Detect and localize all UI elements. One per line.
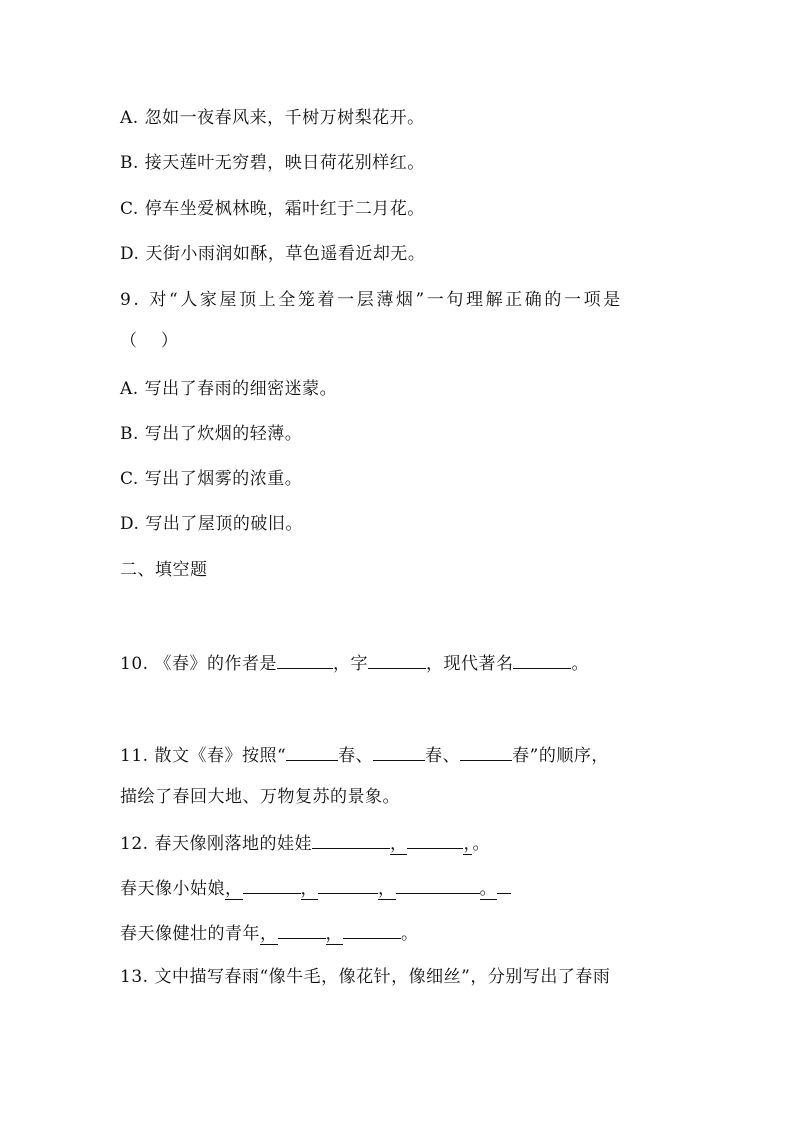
q11-line-1 [120, 742, 609, 768]
q10-blank-courtesy-name[interactable] [368, 650, 426, 669]
q11-line-2: 描绘了春回大地、万物复苏的景象。 [120, 787, 400, 807]
q12-baby-prefix: 12. 春天像刚落地的娃娃 [120, 834, 312, 854]
q11-blank-3[interactable] [460, 742, 512, 761]
q11-blank-1[interactable] [286, 742, 338, 761]
q12-line-2 [120, 875, 511, 901]
question-10 [120, 650, 589, 676]
q12-period: 。 [401, 924, 419, 944]
q12-blank-5[interactable] [396, 875, 480, 894]
q11-text-1: 11. 散文《春》按照“ [120, 746, 287, 766]
q12-comma: ， [325, 924, 343, 944]
q12-line-1 [120, 830, 490, 856]
q9-option-d: D. 写出了屋顶的破旧。 [120, 514, 303, 534]
q12-blank-4[interactable] [318, 875, 378, 894]
q12-comma: ， [378, 879, 396, 899]
q12-blank-6[interactable] [278, 920, 326, 939]
q10-text-2: ，字 [332, 654, 368, 674]
q8-option-b: B. 接天莲叶无穷碧，映日荷花别样红。 [120, 153, 425, 173]
q11-text-3: 春、 [425, 746, 461, 766]
q8-option-a: A. 忽如一夜春风来，千树万树梨花开。 [120, 108, 425, 128]
q9-option-b: B. 写出了炊烟的轻薄。 [120, 424, 303, 444]
q12-blank-tail [497, 875, 511, 894]
q10-text-3: ，现代著名 [425, 654, 514, 674]
q12-period: 。 [472, 834, 490, 854]
q12-comma: ， [389, 834, 408, 854]
q12-line-3 [120, 920, 419, 946]
q11-text-2: 春、 [338, 746, 374, 766]
q12-youth-prefix: 春天像健壮的青年 [120, 924, 260, 944]
q12-blank-7[interactable] [343, 920, 401, 939]
q9-stem: 9. 对“人家屋顶上全笼着一层薄烟”一句理解正确的一项是 [120, 290, 623, 310]
q10-text-1: 10. 《春》的作者是 [120, 654, 277, 674]
q8-option-d: D. 天街小雨润如酥，草色遥看近却无。 [120, 244, 426, 264]
q12-blank-2[interactable] [407, 830, 463, 849]
q9-answer-paren: （ ） [120, 331, 179, 351]
section-title-fill-blank: 二、填空题 [120, 560, 208, 580]
q10-text-4: 。 [571, 654, 589, 674]
q12-comma: ， [225, 879, 243, 899]
q12-comma: ， [463, 834, 473, 854]
q9-option-c: C. 写出了烟雾的浓重。 [120, 469, 303, 489]
q11-blank-2[interactable] [373, 742, 425, 761]
q9-option-a: A. 写出了春雨的细密迷蒙。 [120, 379, 338, 399]
question-13: 13. 文中描写春雨“像牛毛，像花针，像细丝”，分别写出了春雨 [120, 967, 611, 987]
q11-text-4: 春”的顺序， [512, 746, 609, 766]
q10-blank-author[interactable] [277, 650, 333, 669]
q12-comma: ， [260, 924, 278, 944]
q12-blank-3[interactable] [243, 875, 301, 894]
q12-blank-1[interactable] [312, 830, 390, 849]
q12-period: 。 [479, 879, 497, 899]
q8-option-c: C. 停车坐爱枫林晚，霜叶红于二月花。 [120, 199, 425, 219]
q10-blank-identity[interactable] [513, 650, 571, 669]
q12-girl-prefix: 春天像小姑娘 [120, 879, 225, 899]
q12-comma: ， [300, 879, 318, 899]
